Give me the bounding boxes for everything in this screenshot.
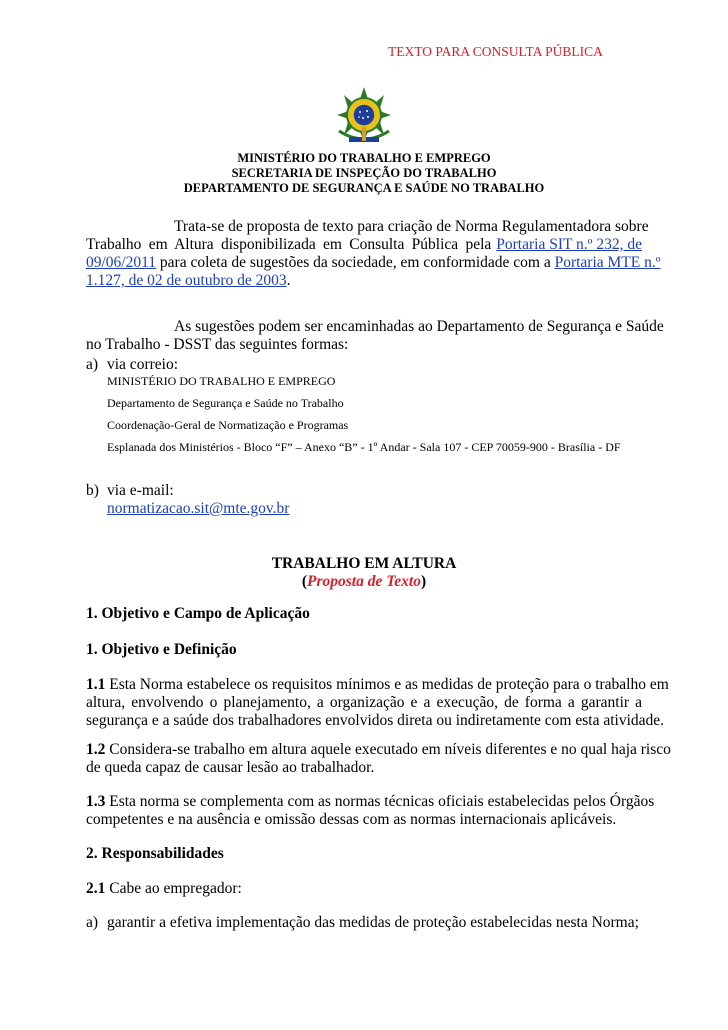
secretaria-heading: SECRETARIA DE INSPEÇÃO DO TRABALHO: [231, 166, 497, 180]
intro-p1-line4: [86, 272, 642, 290]
item-1-1-number: 1.1: [86, 676, 106, 693]
intro-p2-line1: As sugestões podem ser encaminhadas ao Departamento de Segurança e Saúde: [174, 318, 664, 335]
intro-p1-line4-period: .: [286, 272, 291, 289]
item-1-2-text: Considera-se trabalho em altura aquele executado em níveis diferentes e no qual haja risco: [105, 741, 671, 758]
item-1-1-line3: segurança e a saúde dos trabalhadores envolvidos direta ou indiretamente com esta atividade.: [86, 712, 665, 729]
brazil-coat-of-arms-icon: [333, 87, 395, 147]
email-address-link[interactable]: normatizacao.sit@mte.gov.br: [107, 500, 290, 517]
item-1-1-text: Esta Norma estabelece os requisitos mínimos e as medidas de proteção para o trabalho em: [105, 676, 669, 693]
correio-item: [86, 356, 642, 374]
intro-p1-line2: [86, 236, 642, 254]
item-1-3-line2: competentes e na ausência e omissão dessas com as normas internacionais aplicáveis.: [86, 811, 617, 828]
subtitle-text: Proposta de Texto: [307, 573, 421, 590]
intro-p1-line1: Trata-se de proposta de texto para criação de Norma Regulamentadora sobre: [174, 218, 649, 235]
item-2-1-number: 2.1: [86, 880, 106, 897]
consulta-publica-label: TEXTO PARA CONSULTA PÚBLICA: [388, 44, 603, 59]
section-1-heading: 1. Objetivo e Campo de Aplicação: [86, 605, 310, 622]
item-1-2-number: 1.2: [86, 741, 106, 758]
correio-line-4: Esplanada dos Ministérios - Bloco “F” – Anexo “B” - 1º Andar - Sala 107 - CEP 70059-900 - Brasília - DF: [107, 440, 621, 454]
item-a-text: garantir a efetiva implementação das medidas de proteção estabelecidas nesta Norma;: [107, 914, 639, 931]
correio-line-1: MINISTÉRIO DO TRABALHO E EMPREGO: [107, 374, 336, 388]
email-item: [86, 482, 642, 500]
intro-p1-line3: [86, 254, 661, 272]
email-marker: b): [86, 482, 99, 499]
departamento-heading: DEPARTAMENTO DE SEGURANÇA E SAÚDE NO TRABALHO: [183, 181, 545, 195]
item-a-marker: a): [86, 914, 99, 931]
email-label: via e-mail:: [107, 482, 174, 499]
document-subtitle: [86, 573, 642, 591]
portaria-sit-link[interactable]: Portaria SIT n.º 232, de: [496, 236, 642, 253]
item-2-1: [86, 880, 642, 898]
item-1-3-line1: [86, 793, 655, 811]
correio-marker: a): [86, 356, 99, 373]
item-1-3-number: 1.3: [86, 793, 106, 810]
item-2-1-text: Cabe ao empregador:: [105, 880, 242, 897]
subtitle-paren-open: (: [301, 573, 308, 590]
portaria-mte-link[interactable]: Portaria MTE n.º: [554, 254, 661, 271]
item-2-1-a: [86, 914, 642, 932]
item-1-1-line1: [86, 676, 669, 694]
correio-label: via correio:: [107, 356, 179, 373]
correio-line-2: Departamento de Segurança e Saúde no Trabalho: [107, 396, 344, 410]
correio-line-3: Coordenação-Geral de Normatização e Programas: [107, 418, 349, 432]
section-2-heading: 2. Responsabilidades: [86, 845, 224, 862]
intro-p2-line2: no Trabalho - DSST das seguintes formas:: [86, 336, 349, 353]
item-1-1-line2: altura, envolvendo o planejamento, a organização e a execução, de forma a garantir a: [86, 694, 642, 711]
subtitle-paren-close: ): [420, 573, 427, 590]
intro-p1-line3-text: para coleta de sugestões da sociedade, em conformidade com a: [156, 254, 555, 271]
ministerio-heading: MINISTÉRIO DO TRABALHO E EMPREGO: [237, 151, 491, 165]
document-title: TRABALHO EM ALTURA: [271, 555, 457, 572]
item-1-2-line1: [86, 741, 671, 759]
intro-p1-line2-text: Trabalho em Altura disponibilizada em Consulta Pública pela: [86, 236, 492, 253]
item-1-3-text: Esta norma se complementa com as normas técnicas oficiais estabelecidas pelos Órgãos: [105, 793, 655, 810]
portaria-date-link[interactable]: 09/06/2011: [86, 254, 157, 271]
item-1-2-line2: de queda capaz de causar lesão ao trabalhador.: [86, 759, 375, 776]
section-1b-heading: 1. Objetivo e Definição: [86, 641, 237, 658]
portaria-mte-date-link[interactable]: 1.127, de 02 de outubro de 2003: [86, 272, 287, 289]
